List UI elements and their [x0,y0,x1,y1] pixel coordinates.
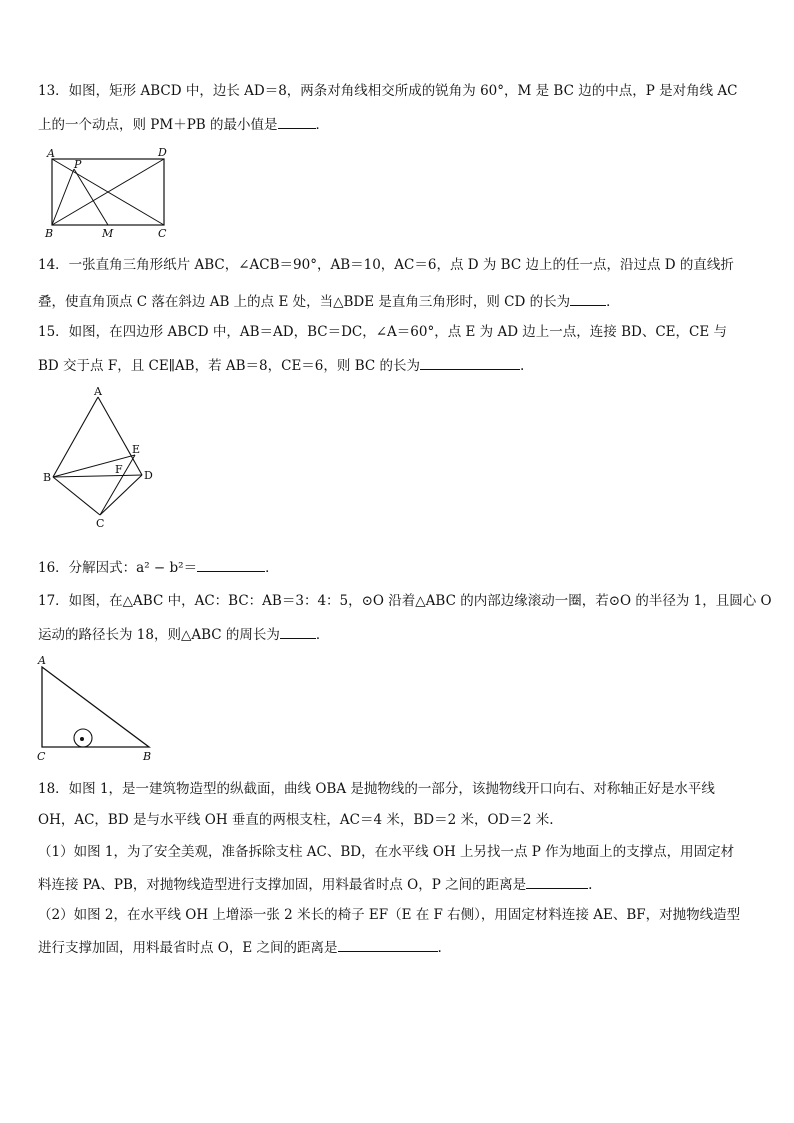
q15-label-f: F [115,463,123,476]
q16-tail: ． [265,560,279,576]
q18-part2-tail: . [437,940,442,956]
q18-line-6 [38,937,442,957]
q13-label-b: B [45,227,54,240]
q14-tail: ． [606,294,620,310]
q17-label-b: B [143,750,152,763]
q13-label-c: C [158,227,167,240]
q15-line-1: 15．如图，在四边形 ABCD 中，AB＝AD，BC＝DC，∠A＝60°，点 E 为 AD 边上一点，连接 BD、CE，CE 与 [38,324,728,340]
q17-text: 运动的路径长为 18，则△ABC 的周长为 [38,627,280,643]
q18-line-1: 18．如图 1，是一建筑物造型的纵截面，曲线 OBA 是抛物线的一部分，该抛物线开口向右、对称轴正好是水平线 [38,781,715,797]
q15-label-d: D [144,469,153,482]
q16-answer-blank [197,557,265,572]
q13-label-d: D [158,146,167,159]
q18-part1-tail: . [588,877,593,893]
q17-label-c: C [37,750,46,763]
q13-label-a: A [47,147,55,160]
q17-tail: ． [315,627,330,643]
q13-tail: ． [315,117,329,133]
q15-label-b: B [43,471,52,484]
q14-text: 叠，使直角顶点 C 落在斜边 AB 上的点 E 处，当△BDE 是直角三角形时，则 CD 的长为 [38,294,571,310]
q13-text: 上的一个动点，则 PM＋PB 的最小值是 [38,117,278,133]
q16-line-1 [38,557,279,577]
q17-line-1: 17．如图，在△ABC 中，AC：BC：AB＝3：4：5，⊙O 沿着△ABC 的内部边缘滚动一圈，若⊙O 的半径为 1，且圆心 O [38,593,772,609]
q17-line-2 [38,624,329,644]
q18-line-4 [38,874,592,894]
q15-figure [40,385,160,530]
q18-line-5: （2）如图 2，在水平线 OH 上增添一张 2 米长的椅子 EF（E 在 F 右侧），用固定材料连接 AE、BF，对抛物线造型 [38,907,741,923]
q18-line-2: OH，AC，BD 是与水平线 OH 垂直的两根支柱，AC＝4 米，BD＝2 米，OD＝2 米. [38,812,554,828]
q13-figure [40,144,180,240]
q18-line-3: （1）如图 1，为了安全美观，准备拆除支柱 AC、BD，在水平线 OH 上另找一点 P 作为地面上的支撑点，用固定材 [38,844,735,860]
q15-answer-blank [420,355,520,370]
q14-answer-blank [570,291,606,306]
q15-label-c: C [96,517,105,530]
q18-part2-answer-blank [338,937,438,952]
q13-line-1: 13．如图，矩形 ABCD 中，边长 AD＝8，两条对角线相交所成的锐角为 60°，M 是 BC 边的中点，P 是对角线 AC [38,83,738,99]
q15-tail: . [519,358,525,374]
q14-line-1: 14．一张直角三角形纸片 ABC，∠ACB＝90°，AB＝10，AC＝6，点 D 为 BC 边上的任一点，沿过点 D 的直线折 [38,257,734,273]
q15-text: BD 交于点 F，且 CE∥AB，若 AB＝8，CE＝6，则 BC 的长为 [38,358,420,374]
q17-label-a: A [38,654,46,667]
q16-text: 16．分解因式：a² − b²＝ [38,560,198,576]
q18-part1-text: 料连接 PA、PB，对抛物线造型进行支撑加固，用料最省时点 O，P 之间的距离是 [38,877,527,893]
q14-line-2 [38,291,620,311]
q18-part1-answer-blank [526,874,588,889]
q15-label-e: E [132,443,141,456]
q13-line-2 [38,114,329,134]
q13-label-m: M [102,227,114,240]
q15-label-a: A [94,385,102,398]
q13-answer-blank [278,114,316,129]
q15-line-2 [38,355,524,375]
q18-part2-text: 进行支撑加固，用料最省时点 O，E 之间的距离是 [38,940,338,956]
q17-figure [34,652,164,764]
q13-label-p: P [74,158,82,171]
q17-answer-blank [280,624,316,639]
